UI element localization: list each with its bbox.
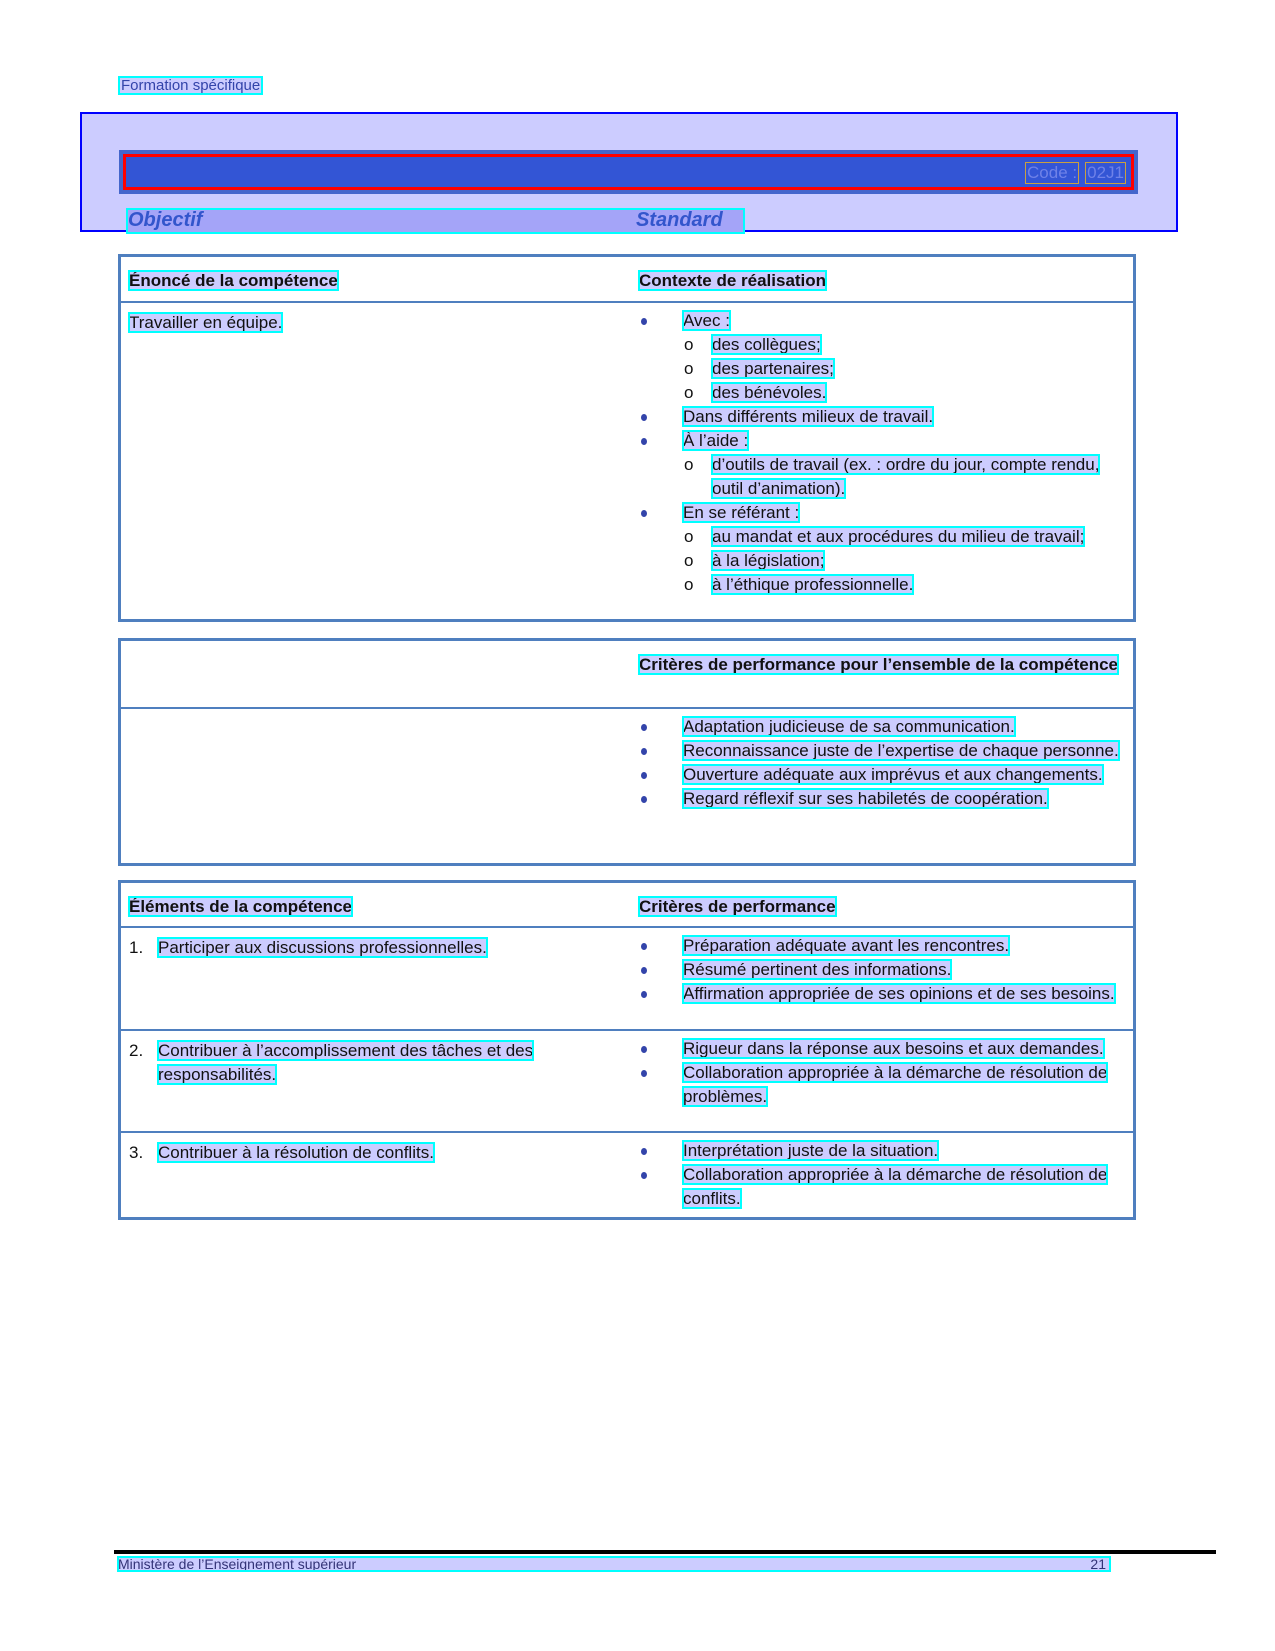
criteria-item xyxy=(639,763,1119,787)
element-item xyxy=(129,1141,619,1165)
footer xyxy=(118,1557,1110,1571)
criteria-overall-list xyxy=(639,715,1119,811)
item-text: Dans différents milieux de travail. xyxy=(683,407,934,426)
element-text: Contribuer à l’accomplissement des tâches et des responsabilités. xyxy=(158,1041,534,1084)
contexte-subitem xyxy=(639,453,1119,501)
col-header-elements: Éléments de la compétence xyxy=(129,897,352,916)
contexte-item xyxy=(639,309,1119,333)
element-text: Participer aux discussions professionnelles. xyxy=(158,938,487,957)
criteria-item xyxy=(639,1139,1119,1163)
contexte-subitem xyxy=(639,333,1119,357)
criteria-cell xyxy=(639,1037,1119,1109)
criteria-item xyxy=(639,715,1119,739)
criteria-overall-table xyxy=(118,638,1136,866)
element-row xyxy=(121,1131,1133,1212)
col-header-contexte: Contexte de réalisation xyxy=(639,271,827,290)
item-text: Résumé pertinent des informations. xyxy=(683,960,952,979)
subitem-text: à la législation; xyxy=(712,551,825,570)
col-header-enonce: Énoncé de la compétence xyxy=(129,271,338,290)
element-row xyxy=(121,926,1133,1029)
element-text: Contribuer à la résolution de conflits. xyxy=(158,1143,434,1162)
col-header-criteria: Critères de performance xyxy=(639,897,836,916)
elements-table xyxy=(118,880,1136,1220)
objectif-heading: Objectif xyxy=(128,209,203,231)
contexte-subitem xyxy=(639,525,1119,549)
item-text: Rigueur dans la réponse aux besoins et aux demandes. xyxy=(683,1039,1104,1058)
item-text: Collaboration appropriée à la démarche de résolution de problèmes. xyxy=(683,1063,1108,1106)
enonce-table xyxy=(118,254,1136,622)
element-number: 2. xyxy=(129,1041,144,1060)
subitem-text: à l’éthique professionnelle. xyxy=(712,575,914,594)
sub-bullet-icon: o xyxy=(684,455,694,474)
item-text: Regard réflexif sur ses habiletés de coopération. xyxy=(683,789,1048,808)
item-text: Avec : xyxy=(683,311,730,330)
sub-bullet-icon: o xyxy=(684,383,694,402)
criteria-item xyxy=(639,1061,1119,1109)
criteria-item xyxy=(639,787,1119,811)
element-cell xyxy=(129,936,619,960)
subitem-text: d’outils de travail (ex. : ordre du jour, compte rendu, outil d’animation). xyxy=(712,455,1100,498)
footer-ministry: Ministère de l’Enseignement supérieur xyxy=(118,1556,357,1572)
contexte-item xyxy=(639,501,1119,525)
element-item xyxy=(129,1039,619,1087)
criteria-cell xyxy=(639,1139,1119,1211)
element-cell xyxy=(129,1039,619,1087)
item-text: Ouverture adéquate aux imprévus et aux changements. xyxy=(683,765,1103,784)
criteria-cell xyxy=(639,934,1119,1006)
element-row xyxy=(121,1029,1133,1131)
sub-bullet-icon: o xyxy=(684,359,694,378)
code-value: 02J1 xyxy=(1087,163,1124,182)
subitem-text: des bénévoles. xyxy=(712,383,827,402)
objectif-standard-heading xyxy=(128,210,743,232)
element-item xyxy=(129,936,619,960)
criteria-item xyxy=(639,1037,1119,1061)
contexte-subitem xyxy=(639,357,1119,381)
contexte-subitem xyxy=(639,549,1119,573)
element-number: 1. xyxy=(129,938,144,957)
criteria-item xyxy=(639,739,1119,763)
page-number: 21 xyxy=(1090,1556,1106,1572)
contexte-subitem xyxy=(639,381,1119,405)
item-text: En se référant : xyxy=(683,503,800,522)
criteria-item xyxy=(639,934,1119,958)
code-bar xyxy=(119,150,1138,194)
criteria-item xyxy=(639,982,1119,1006)
item-text: Préparation adéquate avant les rencontres. xyxy=(683,936,1010,955)
footer-rule xyxy=(114,1550,1216,1554)
competency-statement: Travailler en équipe. xyxy=(129,313,283,332)
contexte-subitem xyxy=(639,573,1119,597)
section-label: Formation spécifique xyxy=(121,77,261,94)
criteria-item xyxy=(639,1163,1119,1211)
contexte-item xyxy=(639,405,1119,429)
col-header-criteria-overall: Critères de performance pour l’ensemble de la compétence xyxy=(639,655,1118,674)
contexte-list xyxy=(639,309,1119,597)
element-cell xyxy=(129,1141,619,1165)
standard-heading: Standard xyxy=(636,209,723,231)
sub-bullet-icon: o xyxy=(684,575,694,594)
item-text: Reconnaissance juste de l’expertise de chaque personne. xyxy=(683,741,1119,760)
item-text: À l’aide : xyxy=(683,431,749,450)
subitem-text: des collègues; xyxy=(712,335,821,354)
code-label: Code : xyxy=(1027,163,1078,182)
sub-bullet-icon: o xyxy=(684,527,694,546)
criteria-item xyxy=(639,958,1119,982)
competency-code xyxy=(1026,163,1125,183)
item-text: Affirmation appropriée de ses opinions et de ses besoins. xyxy=(683,984,1115,1003)
item-text: Collaboration appropriée à la démarche de résolution de conflits. xyxy=(683,1165,1108,1208)
item-text: Adaptation judicieuse de sa communication. xyxy=(683,717,1015,736)
subitem-text: au mandat et aux procédures du milieu de travail; xyxy=(712,527,1085,546)
sub-bullet-icon: o xyxy=(684,335,694,354)
contexte-item xyxy=(639,429,1119,453)
subitem-text: des partenaires; xyxy=(712,359,834,378)
element-number: 3. xyxy=(129,1143,144,1162)
sub-bullet-icon: o xyxy=(684,551,694,570)
item-text: Interprétation juste de la situation. xyxy=(683,1141,939,1160)
